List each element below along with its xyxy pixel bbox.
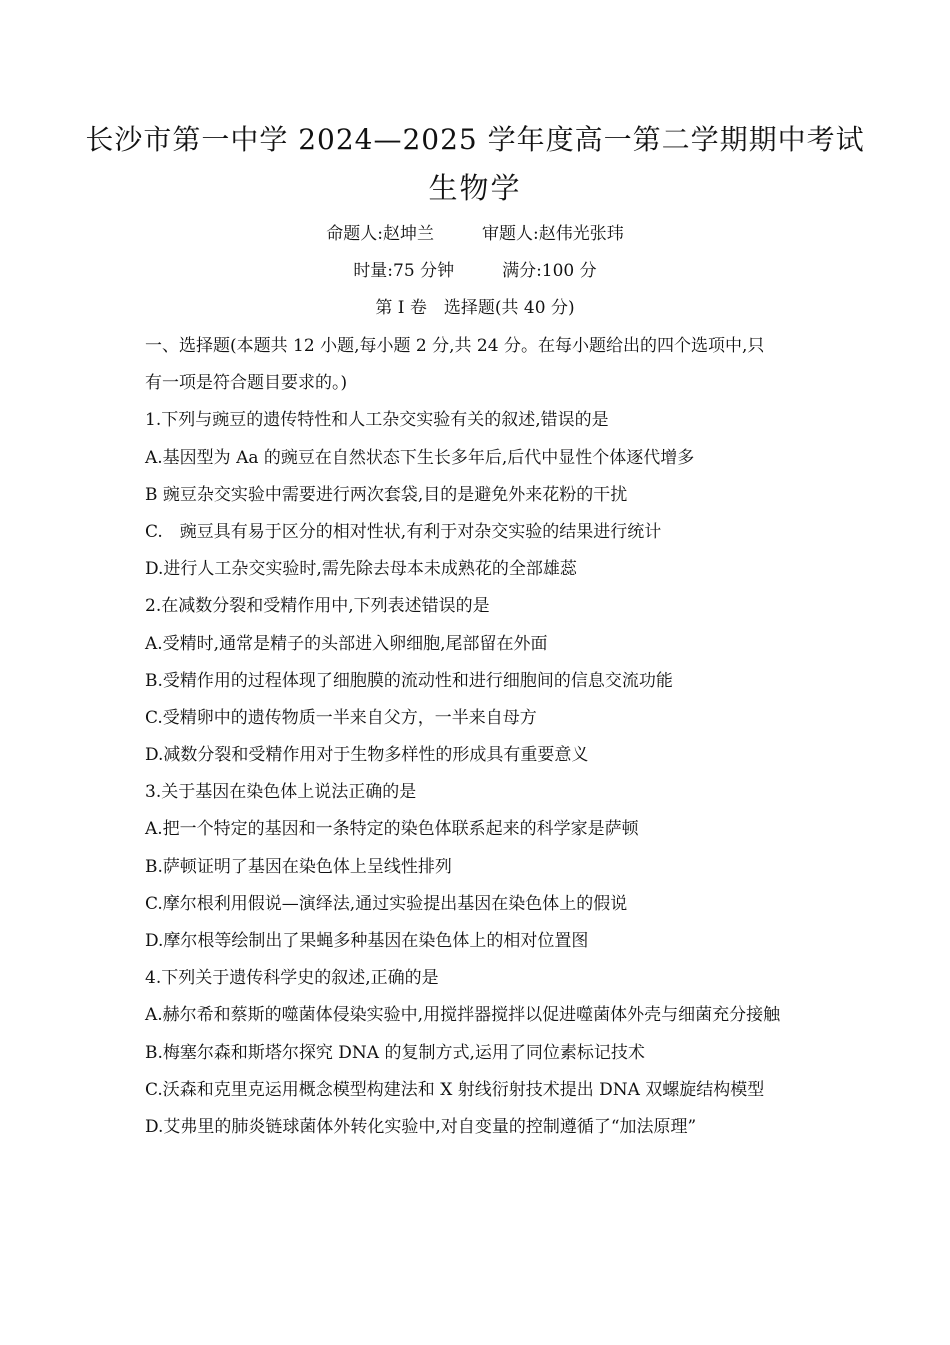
question-option: B.萨顿证明了基因在染色体上呈线性排列 <box>145 856 452 877</box>
question-option: B 豌豆杂交实验中需要进行两次套袋,目的是避免外来花粉的干扰 <box>145 484 628 505</box>
question-stem: 2.在减数分裂和受精作用中,下列表述错误的是 <box>145 596 490 617</box>
volume-heading: 第 I 卷 选择题(共 40 分) <box>375 298 575 318</box>
question-setter: 命题人:赵坤兰 <box>326 224 434 244</box>
question-stem: 1.下列与豌豆的遗传特性和人工杂交实验有关的叙述,错误的是 <box>145 410 609 431</box>
question-option: A.受精时,通常是精子的头部进入卵细胞,尾部留在外面 <box>145 633 548 654</box>
question-option: B.受精作用的过程体现了细胞膜的流动性和进行细胞间的信息交流功能 <box>145 670 673 691</box>
question-reviewer: 审题人:赵伟光张玮 <box>482 224 624 244</box>
question-option: B.梅塞尔森和斯塔尔探究 DNA 的复制方式,运用了同位素标记技术 <box>145 1042 645 1063</box>
question-option: A.赫尔希和蔡斯的噬菌体侵染实验中,用搅拌器搅拌以促进噬菌体外壳与细菌充分接触 <box>145 1005 781 1026</box>
section-intro-line-2: 有一项是符合题目要求的。) <box>145 373 348 394</box>
question-option: D.摩尔根等绘制出了果蝇多种基因在染色体上的相对位置图 <box>145 931 589 951</box>
question-option: A.基因型为 Aa 的豌豆在自然状态下生长多年后,后代中显性个体逐代增多 <box>145 447 695 468</box>
question-option: D.减数分裂和受精作用对于生物多样性的形成具有重要意义 <box>145 745 589 766</box>
question-stem: 4.下列关于遗传科学史的叙述,正确的是 <box>145 968 439 989</box>
question-option: D.艾弗里的肺炎链球菌体外转化实验中,对自变量的控制遵循了“加法原理” <box>145 1116 697 1137</box>
question-option: A.把一个特定的基因和一条特定的染色体联系起来的科学家是萨顿 <box>145 819 639 840</box>
question-option: C.摩尔根利用假说—演绎法,通过实验提出基因在染色体上的假说 <box>145 893 628 914</box>
exam-title: 长沙市第一中学 2024—2025 学年度高一第二学期期中考试 <box>85 123 865 156</box>
section-intro-line-1: 一、选择题(本题共 12 小题,每小题 2 分,共 24 分。在每小题给出的四个选项中,只 <box>145 336 765 356</box>
exam-time: 时量:75 分钟 <box>353 261 455 281</box>
exam-full-score: 满分:100 分 <box>502 261 597 281</box>
question-stem: 3.关于基因在染色体上说法正确的是 <box>145 782 417 803</box>
subject-title: 生物学 <box>428 171 522 205</box>
question-option: C.受精卵中的遗传物质一半来自父方，一半来自母方 <box>145 707 537 728</box>
exam-body <box>145 328 810 1146</box>
exam-info-line <box>0 259 950 283</box>
question-option: C. 豌豆具有易于区分的相对性状,有利于对杂交实验的结果进行统计 <box>145 521 662 542</box>
question-option: C.沃森和克里克运用概念模型构建法和 X 射线衍射技术提出 DNA 双螺旋结构模型 <box>145 1079 765 1100</box>
authors-line <box>0 222 950 246</box>
question-option: D.进行人工杂交实验时,需先除去母本未成熟花的全部雄蕊 <box>145 559 577 580</box>
